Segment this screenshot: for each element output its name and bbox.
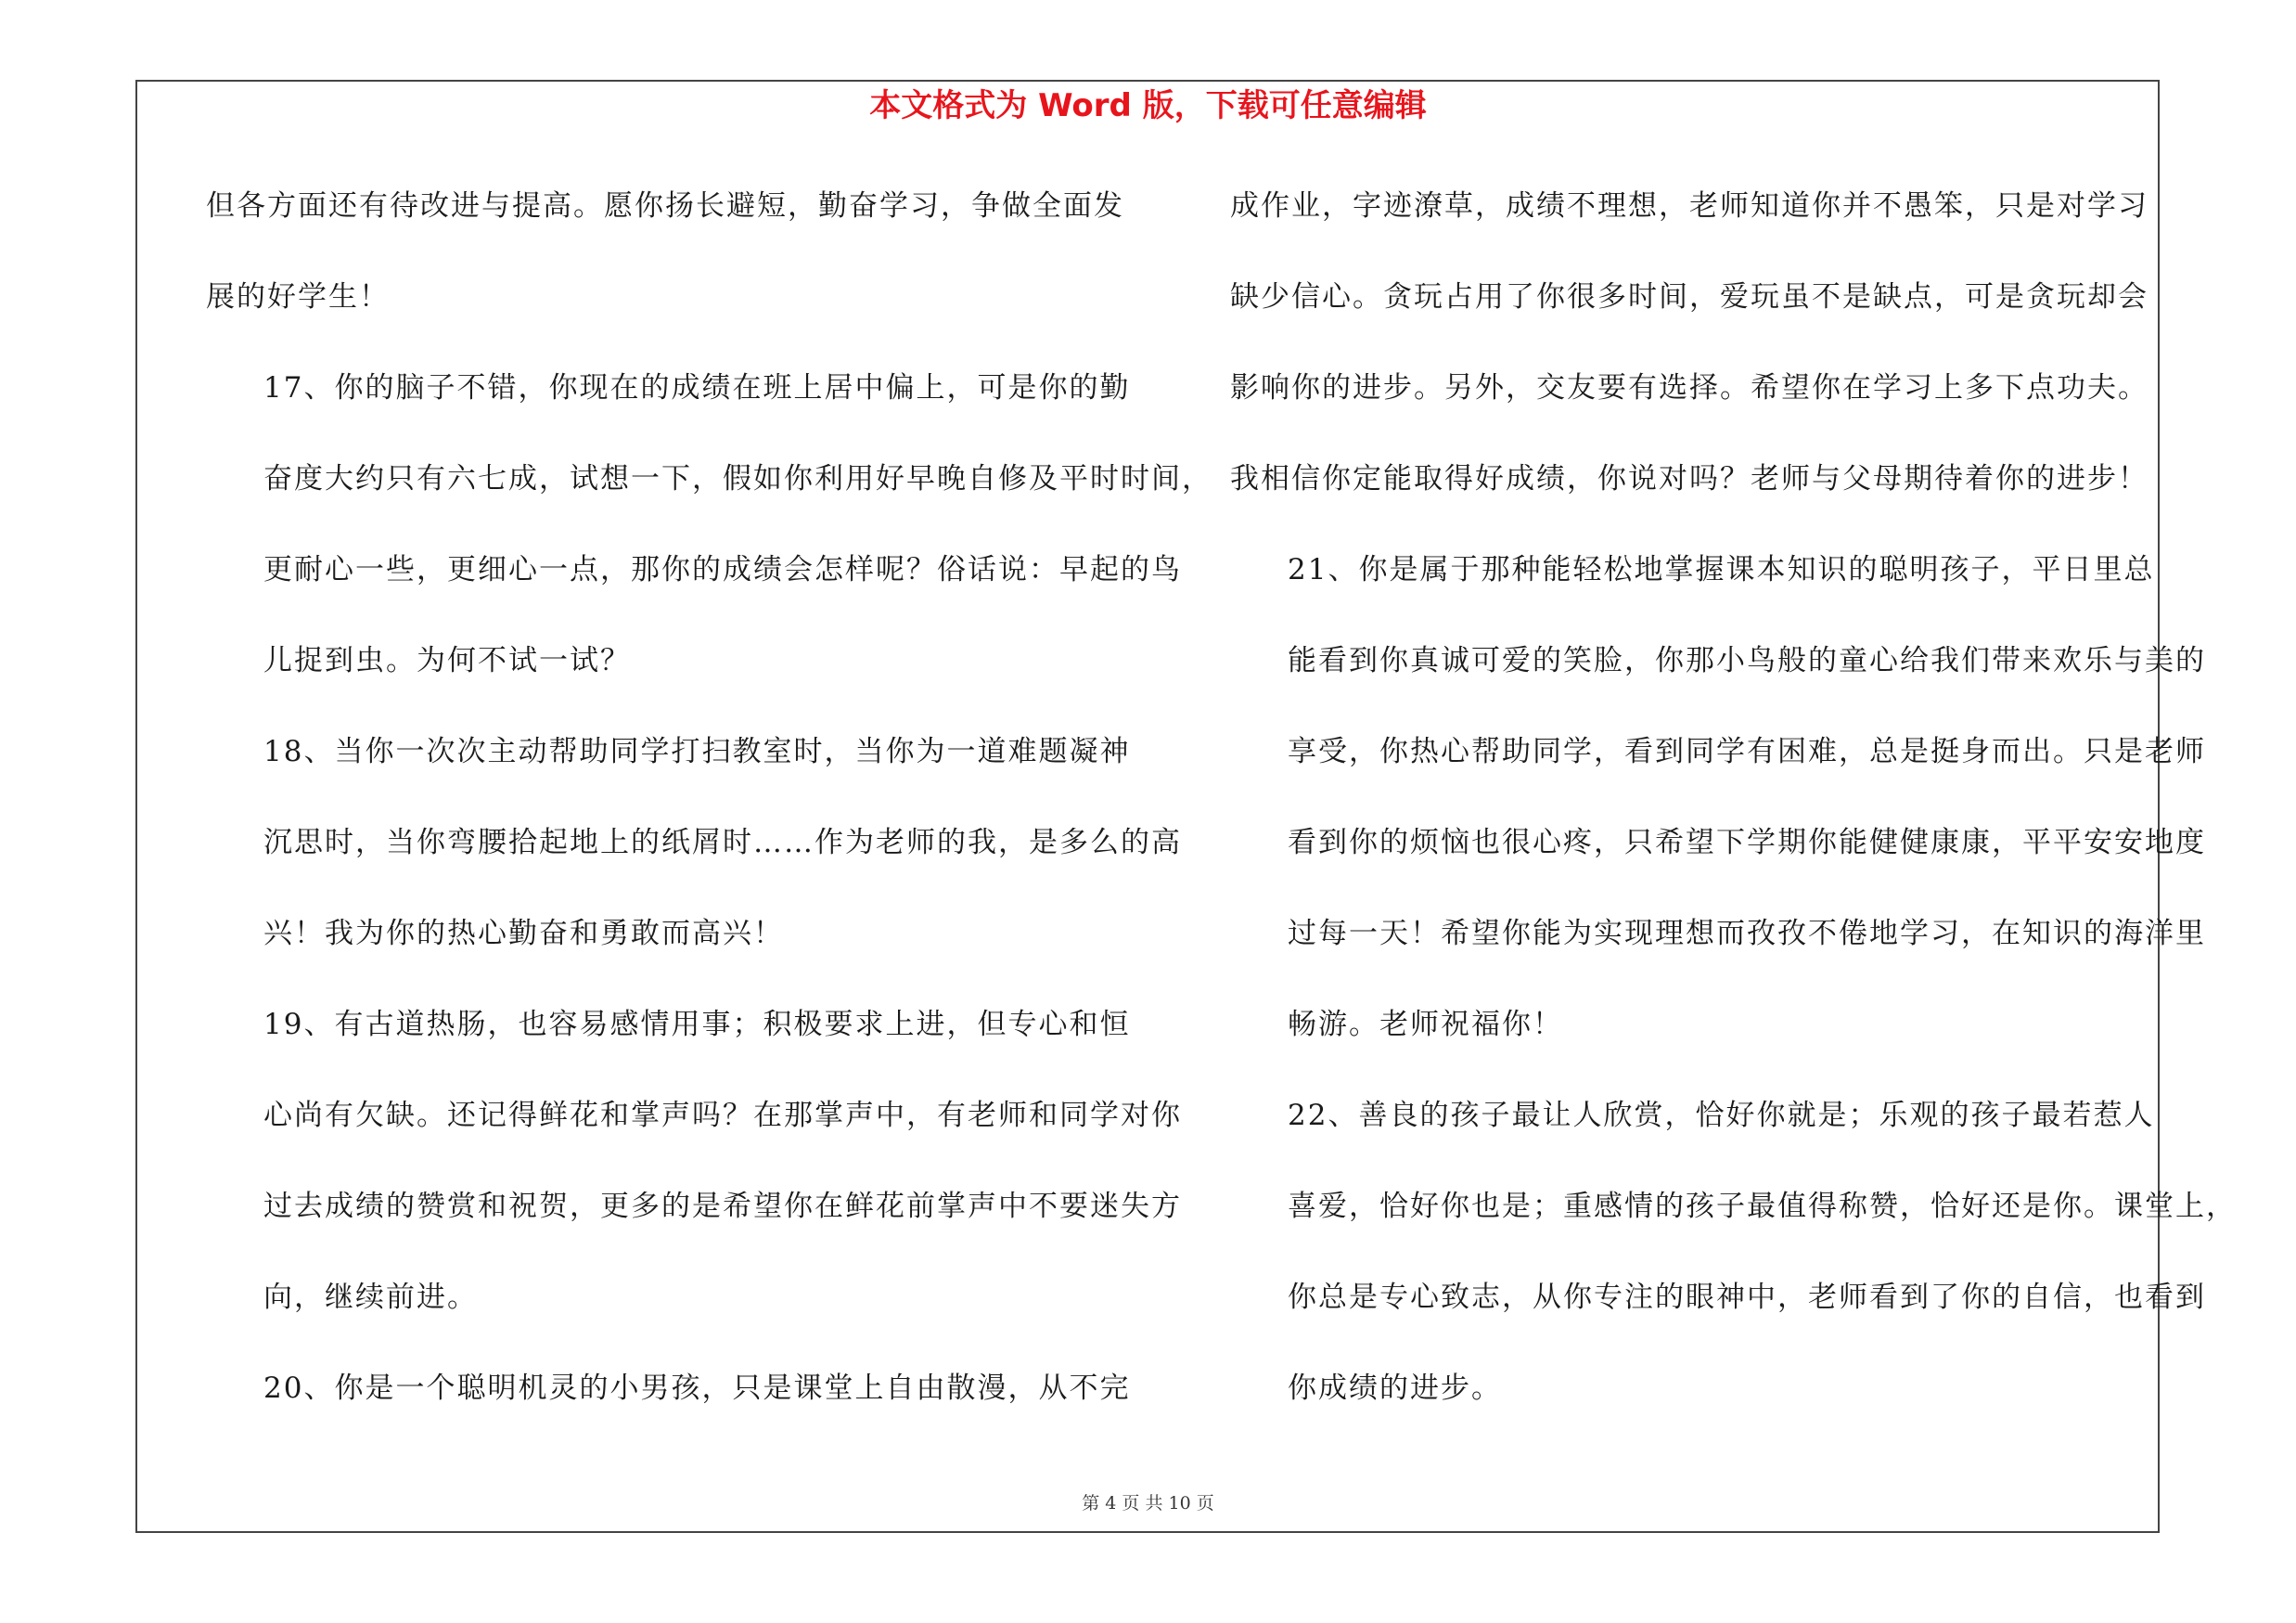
paragraph	[1230, 184, 2148, 502]
text-line: 能看到你真诚可爱的笑脸，你那小鸟般的童心给我们带来欢乐与美的	[1288, 644, 2206, 677]
text-line: 成作业，字迹潦草，成绩不理想，老师知道你并不愚笨，只是对学习	[1230, 189, 2148, 223]
paragraph	[1230, 1093, 2237, 1411]
right-column	[1230, 184, 2237, 1457]
text-line: 儿捉到虫。为何不试一试？	[263, 644, 631, 677]
paragraph	[1230, 547, 2206, 1048]
page-number: 第 4 页 共 10 页	[1082, 1493, 1214, 1514]
text-line: 过每一天！希望你能为实现理想而孜孜不倦地学习，在知识的海洋里	[1288, 917, 2206, 950]
text-line: 看到你的烦恼也很心疼，只希望下学期你能健健康康，平平安安地度	[1288, 826, 2206, 859]
left-column	[206, 184, 1212, 1457]
text-line: 更耐心一些，更细心一点，那你的成绩会怎样呢？俗话说：早起的鸟	[263, 553, 1182, 586]
paragraph	[206, 184, 1124, 320]
text-line: 缺少信心。贪玩占用了你很多时间，爱玩虽不是缺点，可是贪玩却会	[1230, 280, 2148, 314]
text-line: 我相信你定能取得好成绩，你说对吗？老师与父母期待着你的进步！	[1230, 462, 2148, 496]
text-line: 22、善良的孩子最让人欣赏，恰好你就是；乐观的孩子最若惹人	[1288, 1099, 2155, 1132]
text-line: 17、你的脑子不错，你现在的成绩在班上居中偏上，可是你的勤	[263, 371, 1131, 405]
text-line: 21、你是属于那种能轻松地掌握课本知识的聪明孩子，平日里总	[1288, 553, 2155, 586]
text-line: 畅游。老师祝福你！	[1288, 1008, 1563, 1041]
text-line: 心尚有欠缺。还记得鲜花和掌声吗？在那掌声中，有老师和同学对你	[263, 1099, 1182, 1132]
text-line: 你成绩的进步。	[1288, 1372, 1502, 1405]
header-banner: 本文格式为 Word 版，下载可任意编辑	[869, 87, 1427, 124]
paragraph	[206, 1366, 1131, 1411]
text-line: 展的好学生！	[206, 280, 390, 314]
paragraph	[206, 729, 1182, 957]
paragraph	[206, 1002, 1182, 1320]
text-line: 影响你的进步。另外，交友要有选择。希望你在学习上多下点功夫。	[1230, 371, 2148, 405]
text-line: 奋度大约只有六七成，试想一下，假如你利用好早晚自修及平时时间，	[263, 462, 1212, 496]
text-line: 兴！我为你的热心勤奋和勇敢而高兴！	[263, 917, 784, 950]
text-line: 向，继续前进。	[263, 1281, 478, 1314]
paragraph	[206, 366, 1212, 684]
text-line: 享受，你热心帮助同学，看到同学有困难，总是挺身而出。只是老师	[1288, 735, 2206, 768]
text-line: 18、当你一次次主动帮助同学打扫教室时，当你为一道难题凝神	[263, 735, 1131, 768]
text-line: 过去成绩的赞赏和祝贺，更多的是希望你在鲜花前掌声中不要迷失方	[263, 1190, 1182, 1223]
text-line: 20、你是一个聪明机灵的小男孩，只是课堂上自由散漫，从不完	[263, 1372, 1131, 1405]
text-line: 沉思时，当你弯腰拾起地上的纸屑时……作为老师的我，是多么的高	[263, 826, 1182, 859]
text-line: 但各方面还有待改进与提高。愿你扬长避短，勤奋学习，争做全面发	[206, 189, 1124, 223]
text-line: 19、有古道热肠，也容易感情用事；积极要求上进，但专心和恒	[263, 1008, 1131, 1041]
text-line: 你总是专心致志，从你专注的眼神中，老师看到了你的自信，也看到	[1288, 1281, 2206, 1314]
text-line: 喜爱，恰好你也是；重感情的孩子最值得称赞，恰好还是你。课堂上，	[1288, 1190, 2237, 1223]
